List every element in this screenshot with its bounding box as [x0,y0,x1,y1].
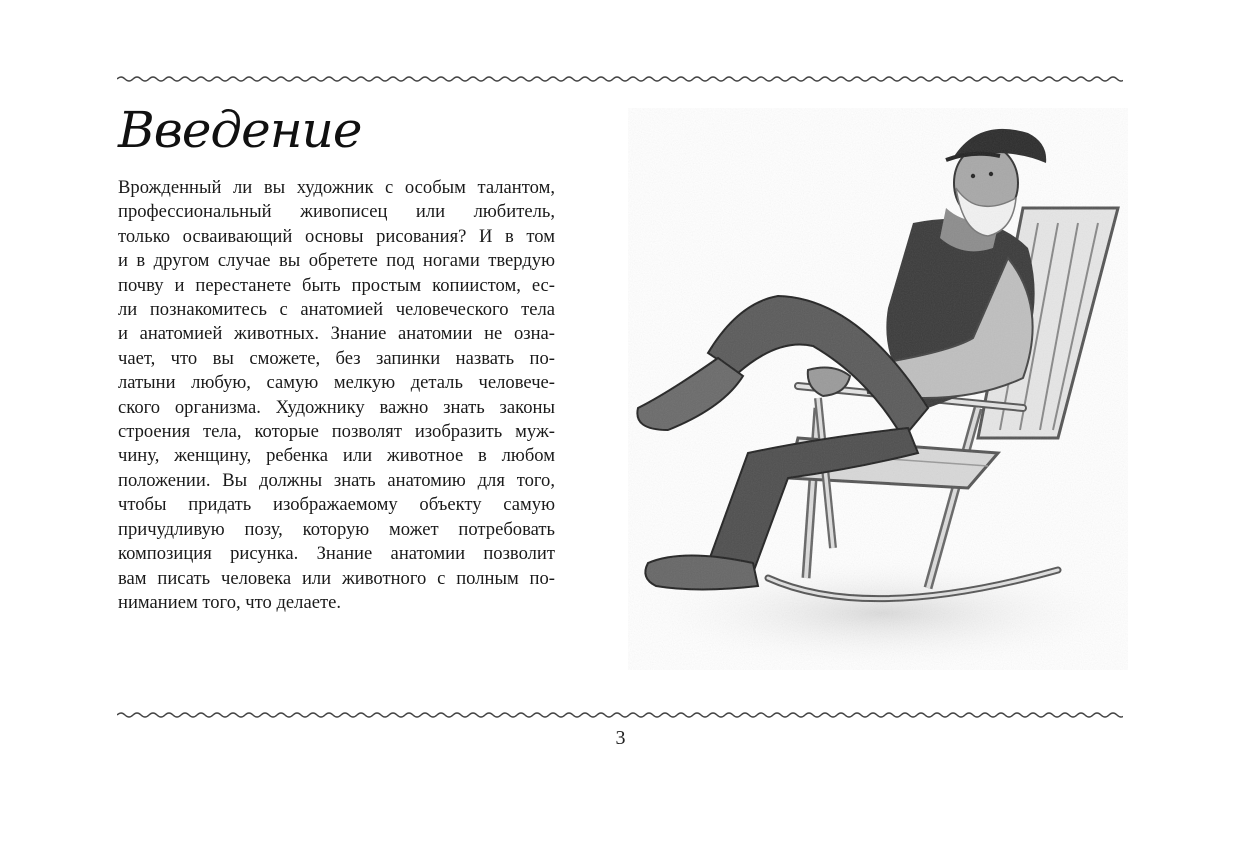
text-line: строения тела, которые позволят изобразить муж- [118,421,555,443]
top-wave-ornament [117,74,1123,84]
text-line: латыни любую, самую мелкую деталь человече- [118,372,555,394]
text-line: Врожденный ли вы художник с особым талантом, [118,177,555,198]
text-line: и анатомией животных. Знание анатомии не озна- [118,323,555,345]
text-line: только осваивающий основы рисования? И в том [118,225,555,247]
text-line: чтобы придать изображаемому объекту самую [118,494,555,516]
text-line: положении. Вы должны знать анатомию для того, [118,469,555,491]
text-line: композиция рисунка. Знание анатомии позволит [118,543,555,565]
text-line: ли познакомитесь с анатомией человеческого тела [118,299,555,321]
text-line: ниманием того, что делаете. [118,591,341,613]
text-line: ского организма. Художнику важно знать законы [118,396,555,418]
man-in-rocking-chair-illustration [628,108,1128,670]
page-number: 3 [615,727,626,749]
text-line: чину, женщину, ребенка или животное в любом [118,445,555,467]
text-line: и в другом случае вы обретете под ногами твердую [118,250,555,272]
text-line: вам писать человека или животного с полным по- [118,567,555,589]
text-line: профессиональный живописец или любитель, [118,201,555,223]
text-line: чает, что вы сможете, без запинки назвать по- [118,347,555,369]
bottom-wave-ornament [117,710,1123,720]
text-line: почву и перестанете быть простым копиистом, ес- [118,274,555,296]
text-line: причудливую позу, которую может потребовать [118,518,555,540]
page-title: Введение [118,101,362,159]
introduction-text [118,176,555,615]
